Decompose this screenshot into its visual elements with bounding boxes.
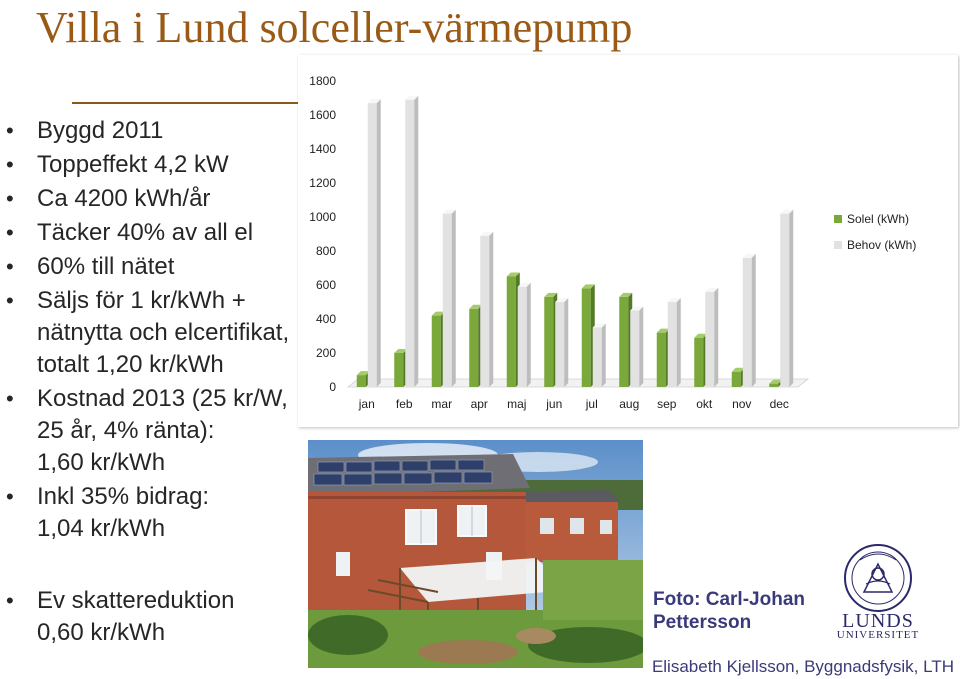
- solel-bar: [732, 372, 741, 387]
- behov-bar: [593, 328, 602, 388]
- y-tick-label: 0: [329, 380, 336, 394]
- behov-bar: [518, 287, 527, 387]
- x-tick-label: mar: [431, 397, 453, 411]
- solel-bar: [582, 288, 591, 387]
- bullet-item: • Kostnad 2013 (25 kr/W, 25 år, 4% ränta): 1,60 kr/kWh: [0, 383, 310, 479]
- solel-bar: [357, 375, 366, 387]
- behov-bar: [630, 311, 639, 388]
- x-tick-label: apr: [470, 397, 488, 411]
- photo-credit: Foto: Carl-Johan Pettersson: [653, 589, 805, 633]
- y-tick-label: 1400: [309, 142, 336, 156]
- solel-bar: [694, 338, 703, 387]
- x-tick-label: dec: [769, 397, 789, 411]
- slide-title: Villa i Lund solceller-värmepump: [36, 3, 633, 52]
- author-footer: Elisabeth Kjellsson, Byggnadsfysik, LTH: [651, 657, 954, 676]
- y-tick-label: 1600: [309, 108, 336, 122]
- bullet-item: • Ca 4200 kWh/år: [0, 183, 310, 215]
- bullet-item: • Täcker 40% av all el: [0, 217, 310, 249]
- lund-university-logo: [832, 610, 924, 642]
- x-tick-label: aug: [619, 397, 640, 411]
- behov-bar-side: [377, 99, 381, 387]
- behov-bar-side: [452, 210, 456, 387]
- legend-swatch: [834, 215, 842, 223]
- behov-bar-side: [789, 210, 793, 387]
- x-tick-label: sep: [657, 397, 677, 411]
- house-photo: [308, 440, 643, 668]
- legend-label: Behov (kWh): [847, 238, 917, 252]
- behov-bar: [705, 292, 714, 387]
- x-tick-label: maj: [507, 397, 527, 411]
- behov-bar-side: [414, 96, 418, 387]
- bar-chart: [298, 55, 958, 427]
- bullet-list-tax: [0, 585, 310, 649]
- behov-bar: [368, 103, 377, 387]
- solel-bar: [507, 277, 516, 388]
- solel-bar: [469, 309, 478, 387]
- x-tick-label: jan: [358, 397, 375, 411]
- x-tick-label: nov: [732, 397, 752, 411]
- behov-bar-side: [602, 324, 606, 388]
- behov-bar-side: [527, 283, 531, 387]
- y-tick-label: 1200: [309, 176, 336, 190]
- behov-bar-side: [639, 307, 643, 388]
- x-tick-label: feb: [395, 397, 413, 411]
- logo-name: LUNDS: [842, 610, 914, 632]
- bullet-item: • 60% till nätet: [0, 251, 310, 283]
- behov-bar-side: [564, 298, 568, 387]
- y-tick-label: 600: [315, 278, 336, 292]
- x-tick-label: okt: [696, 397, 713, 411]
- x-tick-label: jun: [546, 397, 563, 411]
- bullet-item-tax: • Ev skattereduktion 0,60 kr/kWh: [0, 585, 310, 649]
- behov-bar-side: [489, 232, 493, 387]
- behov-bar-side: [714, 288, 718, 387]
- solel-bar: [432, 316, 441, 387]
- behov-bar: [743, 258, 752, 387]
- bullet-item: • Säljs för 1 kr/kWh + nätnytta och elcertifikat, totalt 1,20 kr/kWh: [0, 285, 310, 381]
- y-tick-label: 800: [315, 244, 336, 258]
- solel-bar: [544, 297, 553, 387]
- behov-bar: [443, 214, 452, 387]
- y-tick-label: 200: [315, 346, 336, 360]
- bullet-item: • Inkl 35% bidrag: 1,04 kr/kWh: [0, 481, 310, 545]
- solel-bar: [769, 384, 778, 387]
- behov-bar: [405, 100, 414, 387]
- solel-bar: [619, 297, 628, 387]
- logo-subtitle: UNIVERSITET: [836, 629, 920, 641]
- y-tick-label: 400: [315, 312, 336, 326]
- behov-bar-side: [677, 298, 681, 387]
- behov-bar: [780, 214, 789, 387]
- y-tick-label: 1800: [309, 74, 336, 88]
- behov-bar: [480, 236, 489, 387]
- bullet-list-main: [0, 115, 310, 547]
- chart-canvas: [298, 55, 958, 427]
- behov-bar: [668, 302, 677, 387]
- behov-bar: [555, 302, 564, 387]
- behov-bar-side: [752, 254, 756, 387]
- bullet-item: • Byggd 2011: [0, 115, 310, 147]
- y-tick-label: 1000: [309, 210, 336, 224]
- x-tick-label: jul: [585, 397, 598, 411]
- solel-bar: [394, 353, 403, 387]
- house-illustration: [308, 440, 643, 668]
- legend-label: Solel (kWh): [847, 212, 910, 226]
- bullet-item: • Toppeffekt 4,2 kW: [0, 149, 310, 181]
- legend-swatch: [834, 241, 842, 249]
- title-underline: [72, 102, 308, 104]
- solel-bar: [657, 333, 666, 387]
